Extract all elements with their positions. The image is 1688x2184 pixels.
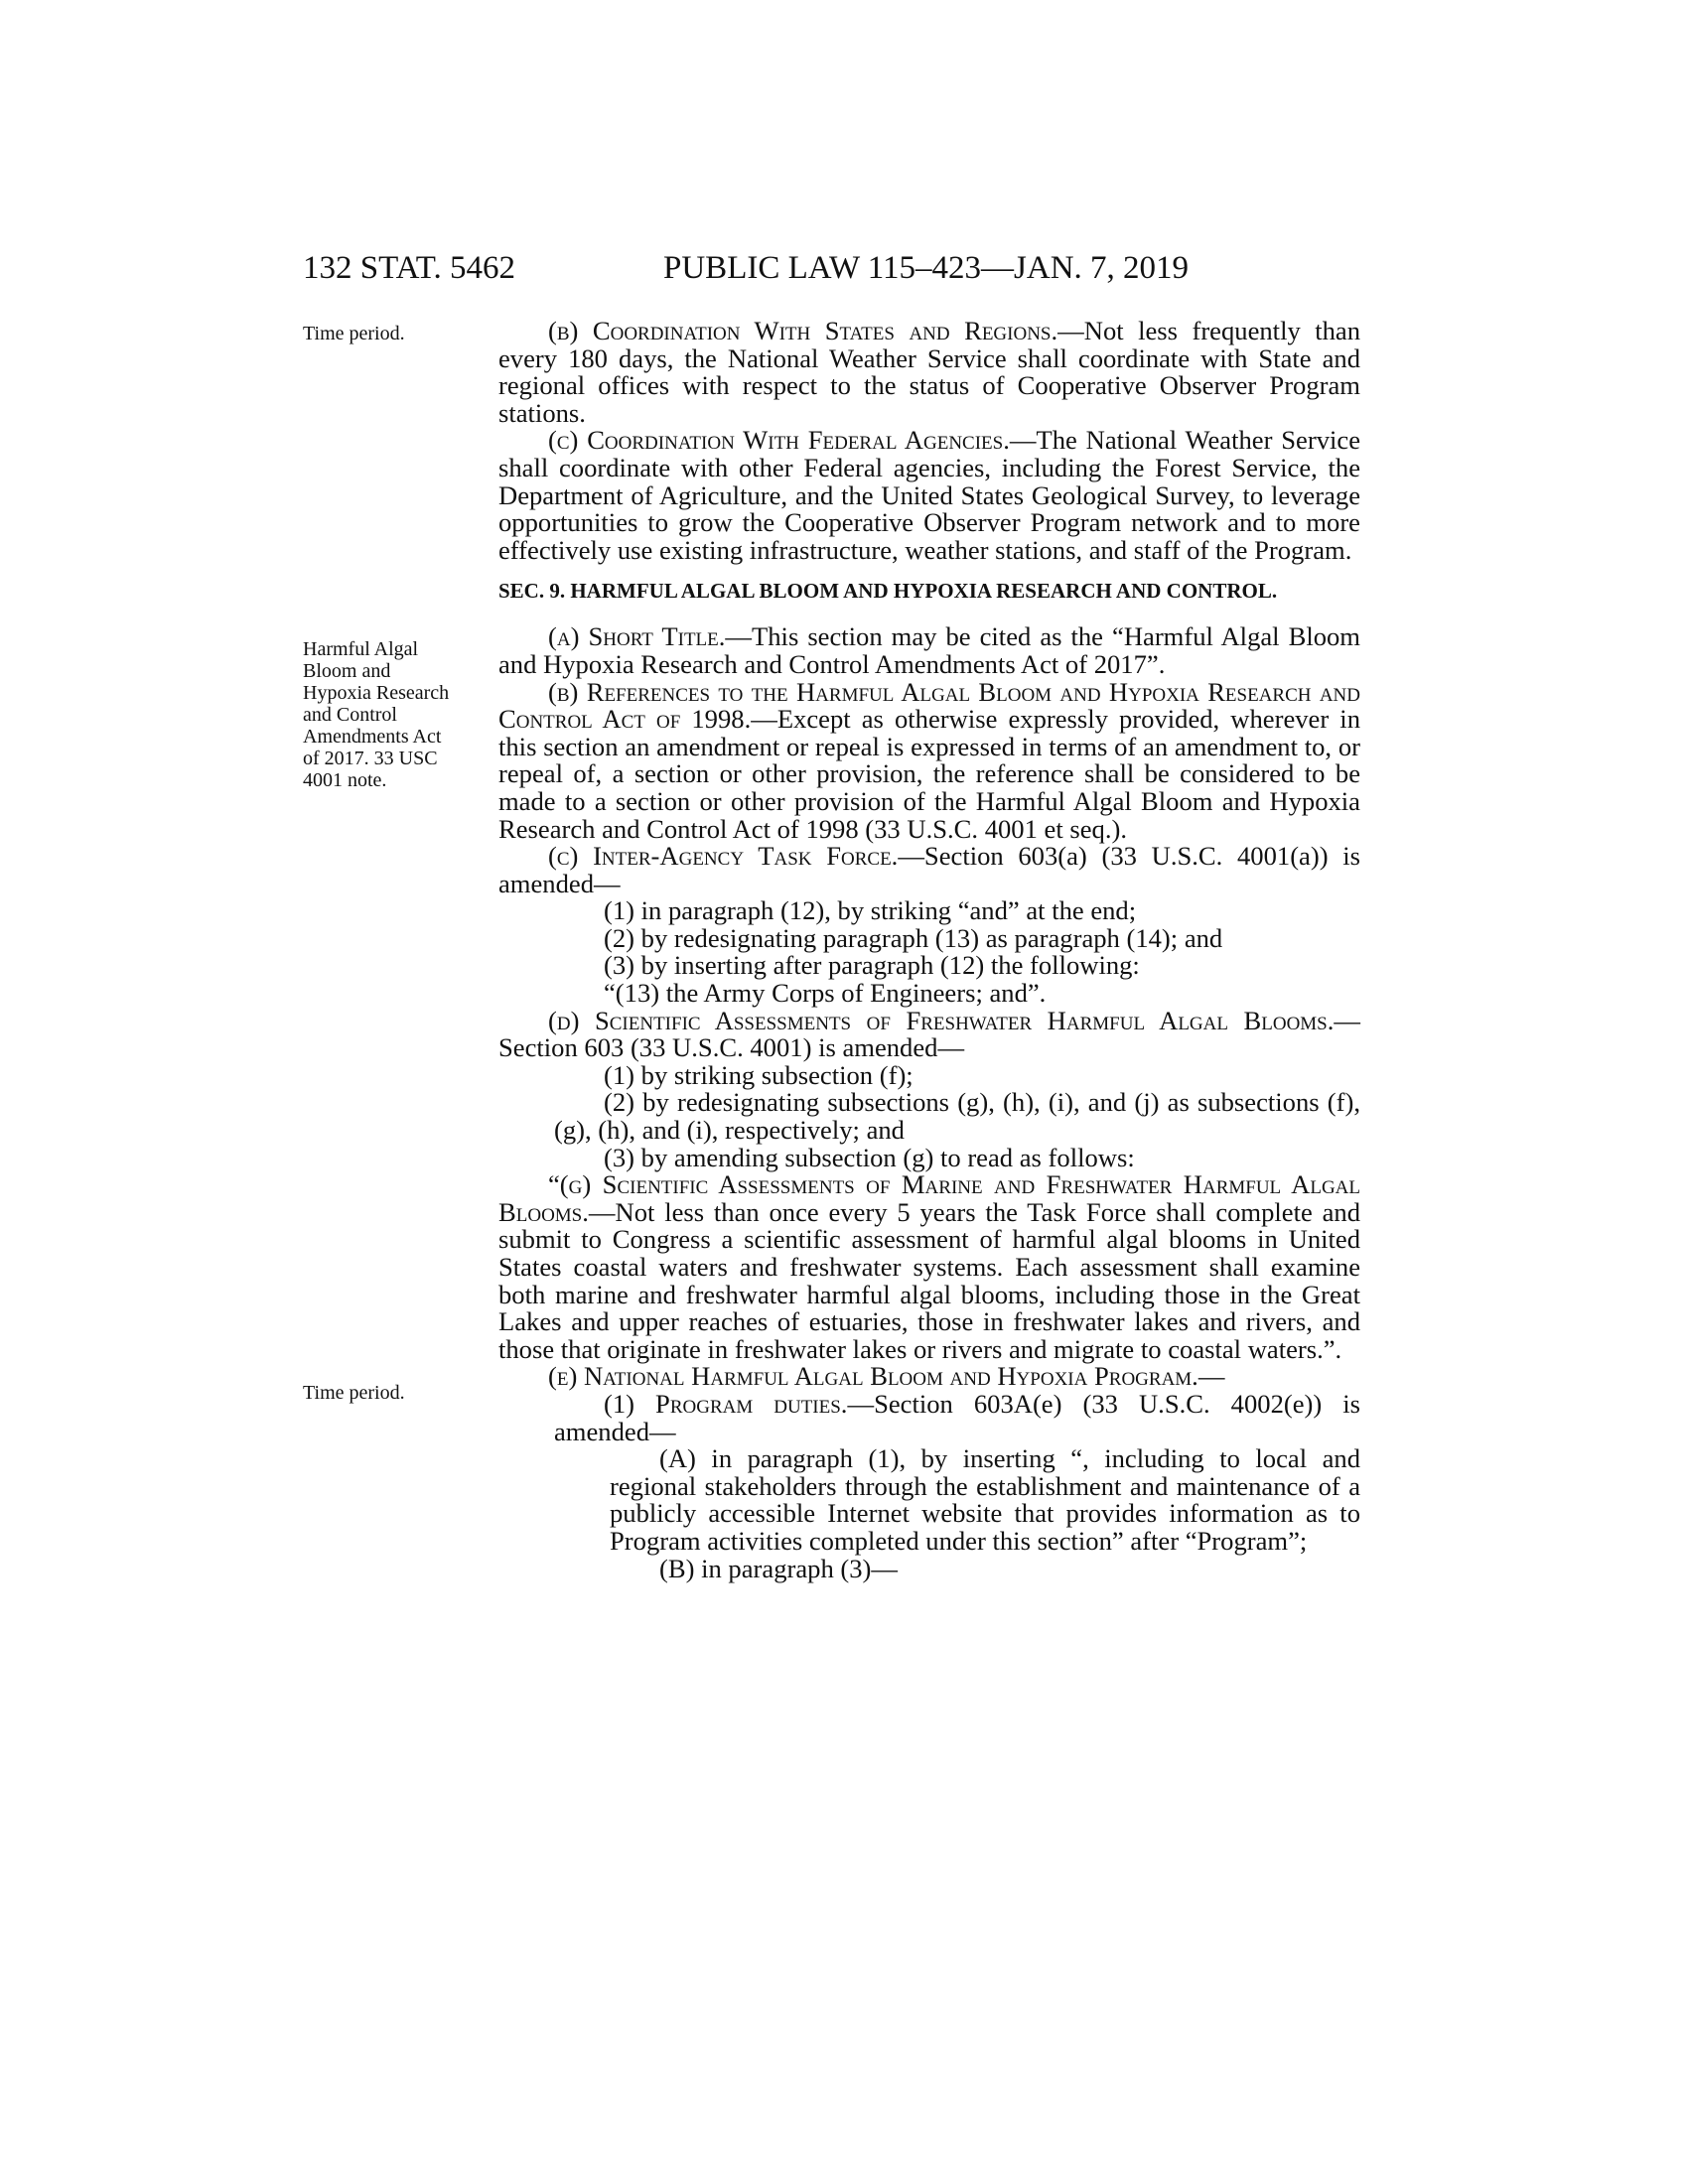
clause-d2: (2) by redesignating subsections (g), (h), (i), and (j) as subsections (f), (g), (h), and (i), respectively; and xyxy=(554,1087,1360,1146)
paragraph-e-national-program xyxy=(498,1363,1360,1391)
paragraph-heading: (c) Inter-Agency Task Force. xyxy=(548,841,899,872)
paragraph-heading: (b) References to the Harmful Algal Bloom and Hypoxia Research and Control Act of 1998. xyxy=(498,676,1360,735)
clause-d1: (1) by striking subsection (f); xyxy=(604,1059,914,1090)
paragraph-heading: (1) Program duties. xyxy=(604,1388,848,1419)
clause-e1-program-duties xyxy=(498,1388,1361,1446)
paragraph-text: —This section may be cited as the “Harmful Algal Bloom and Hypoxia Research and Control Amendments Act of 2017”. xyxy=(498,621,1360,679)
clause-c3: (3) by inserting after paragraph (12) the following: xyxy=(604,950,1140,981)
paragraph-text: —Section 603 (33 U.S.C. 4001) is amended— xyxy=(498,1005,1360,1063)
paragraph-text: —Section 603A(e) (33 U.S.C. 4002(e)) is amended— xyxy=(554,1388,1361,1446)
paragraph-heading: (e) National Harmful Algal Bloom and Hypoxia Program. xyxy=(548,1361,1198,1392)
subclause-e1-A: (A) in paragraph (1), by inserting “, including to local and regional stakeholders through the establishment and maintenance of a publicly accessible Internet website that provides information as to Program activities completed under this section” after “Program”; xyxy=(610,1443,1360,1556)
running-head: PUBLIC LAW 115–423—JAN. 7, 2019 xyxy=(663,250,1190,286)
clause-c2: (2) by redesignating paragraph (13) as paragraph (14); and xyxy=(604,922,1223,953)
paragraph-heading: (d) Scientific Assessments of Freshwater Harmful Algal Blooms. xyxy=(548,1005,1335,1035)
paragraph-c-task-force xyxy=(498,843,1360,897)
margin-note-time-period-2: Time period. xyxy=(303,1382,405,1404)
paragraph-b-references xyxy=(498,676,1360,844)
paragraph-b-coordination-states xyxy=(498,318,1360,427)
quoted-clause-13: “(13) the Army Corps of Engineers; and”. xyxy=(604,978,1047,1009)
paragraph-text: —The National Weather Service shall coordinate with other Federal agencies, including the Forest Service, the Department of Agriculture, and the United States Geological Survey, to leverage opportunities to grow the Cooperative Observer Program network and to more effectively use existing infrastructure, weather stations, and staff of the Program. xyxy=(498,425,1360,565)
paragraph-heading: “(g) Scientific Assessments of Marine and Freshwater Harmful Algal Blooms. xyxy=(498,1169,1360,1227)
paragraph-text: —Except as otherwise expressly provided, wherever in this section an amendment or repeal is expressed in terms of an amendment to, or repeal of, a section or other provision, the reference shall be considered to be made to a section or other provision of the Harmful Algal Bloom and Hypoxia Research and Control Act of 1998 (33 U.S.C. 4001 et seq.). xyxy=(498,704,1360,844)
margin-note-act-citation: Harmful Algal Bloom and Hypoxia Research and Control Amendments Act of 2017. 33 USC 4001 note. xyxy=(303,638,450,791)
clause-c1: (1) in paragraph (12), by striking “and” at the end; xyxy=(604,895,1137,926)
paragraph-a-short-title xyxy=(498,623,1360,678)
paragraph-text: —Not less frequently than every 180 days, the National Weather Service shall coordinate with State and regional offices with respect to the status of Cooperative Observer Program stations. xyxy=(498,316,1361,428)
paragraph-heading: (a) Short Title. xyxy=(548,621,726,652)
paragraph-text: —Not less than once every 5 years the Task Force shall complete and submit to Congress a scientific assessment of harmful algal blooms in United States coastal waters and freshwater systems. Each assessment shall examine both marine and freshwater harmful algal blooms, including those in the Great Lakes and upper reaches of estuaries, those in freshwater lakes and rivers, and those that originate in freshwater lakes or rivers and migrate to coastal waters.”. xyxy=(498,1196,1360,1364)
paragraph-text: — xyxy=(1197,1361,1225,1392)
page-body xyxy=(498,318,1360,1582)
margin-note-time-period-1: Time period. xyxy=(303,323,405,344)
quoted-subsection-g xyxy=(498,1171,1360,1363)
subclause-e1-B: (B) in paragraph (3)— xyxy=(659,1553,898,1583)
page-reference: 132 STAT. 5462 xyxy=(303,250,516,286)
section-9-heading: SEC. 9. HARMFUL ALGAL BLOOM AND HYPOXIA RESEARCH AND CONTROL. xyxy=(498,579,1278,604)
paragraph-heading: (c) Coordination With Federal Agencies. xyxy=(548,425,1010,456)
paragraph-text: —Section 603(a) (33 U.S.C. 4001(a)) is amended— xyxy=(498,841,1360,898)
paragraph-c-coordination-federal xyxy=(498,427,1360,564)
paragraph-heading: (b) Coordination With States and Regions. xyxy=(548,316,1058,345)
clause-d3: (3) by amending subsection (g) to read as follows: xyxy=(604,1142,1135,1172)
paragraph-d-scientific-assessments xyxy=(498,1005,1360,1063)
